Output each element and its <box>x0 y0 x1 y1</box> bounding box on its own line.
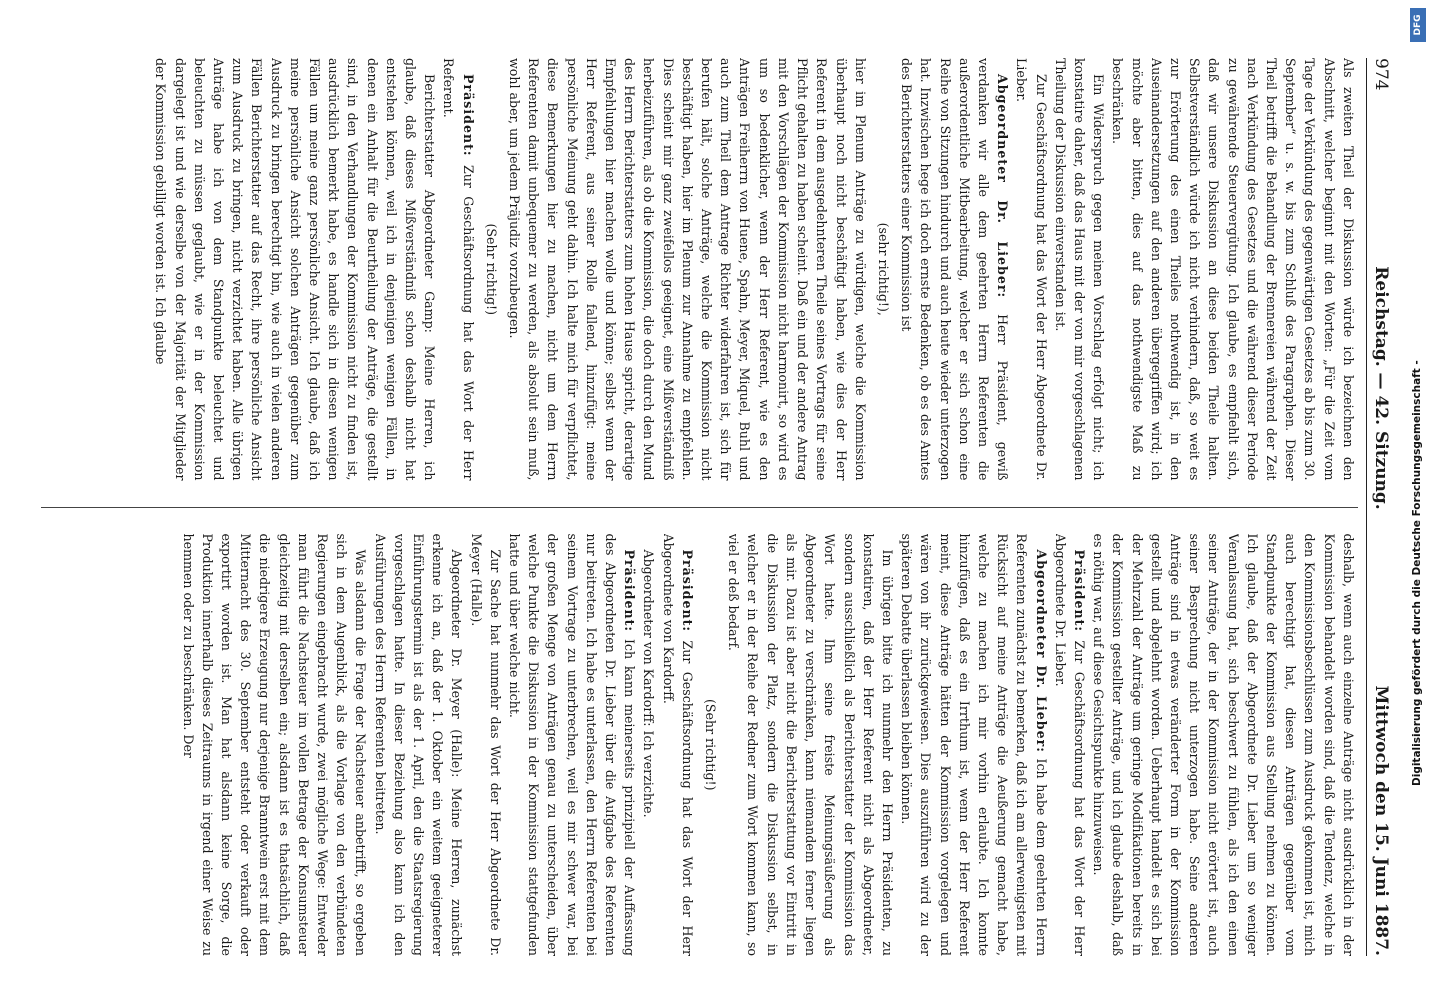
paragraph: Berichterstatter Abgeordneter Gamp: Meine Herren, ich glaube, daß dieses Mißverständniß schon deshalb nicht hat entstehen können, weil ich in denjenigen wenigen Fällen, in denen ein Anhalt für die Beurtheilung der Anträge, die gestellt sind, in den Verhandlungen der Kommission nicht zu finden ist, ausdrücklich bemerkt habe, es handle sich in diesen wenigen Fällen um meine ganz persönliche Ansicht. Ich glaube, daß ich meine persönliche Ansicht solchen Anträgen gegenüber zum Ausdruck zu bringen berechtigt bin, wie auch in vielen anderen Fällen Berichterstatter auf das Recht, ihre persönliche Ansicht zum Ausdruck zu bringen, nicht verzichtet haben. Alle übrigen Anträge habe ich von dem Standpunkte beleuchtet und beleuchten zu müssen geglaubt, wie er in der Kommission dargelegt ist und wie derselbe von der Majorität der Mitglieder der Kommission gebilligt worden ist. Ich glaube <box>153 58 438 481</box>
scanned-page <box>9 8 1404 988</box>
speech-text: Zur Geschäftsordnung hat das Wort der Herr Abgeordnete Dr. Lieber. <box>1052 533 1087 956</box>
paragraph: Zur Sache hat nunmehr das Wort der Herr Abgeordnete Dr. Meyer (Halle). <box>468 533 503 956</box>
speaker-name: Abgeordneter Dr. Lieber: <box>995 74 1011 299</box>
interjection: (sehr richtig!), <box>875 222 891 316</box>
interjection: (Sehr richtig!) <box>483 223 499 315</box>
speech-text: Ich kann meinerseits prinzipiell der Auffassung des Abgeordneten Dr. Lieber über die Aufgabe des Referenten nur beitreten. Ich habe es unterlassen, den Herrn Referenten bei seinem Vortrage zu unterbrechen, weil es mir schwer war, bei der großen Menge von Anträgen genau zu unterscheiden, über welche Punkte die Diskussion in der Kommission stattgefunden hatte und über welche nicht. <box>507 533 638 956</box>
speaker-name: Abgeordneter Dr. Lieber: <box>1033 549 1049 753</box>
column-divider <box>41 507 1358 508</box>
paragraph: hier im Plenum Anträge zu würdigen, welche die Kommission überhaupt noch nicht beschäftigt haben, wie dies der Herr Referent in dem ausgedehnteren Theile seines Vortrags für seine Pflicht gehalten zu haben scheint. Daß ein und der andere Antrag mit den Vorschlägen der Kommission nicht harmonirt, so wird es um so bedenklicher, wenn der Herr Referent, wie es den Anträgen Freiherrn von Huene, Spahn, Meyer, Miquel, Buhl und auch zum Theil dem Antrage Richter widerfahren ist, sich für berufen hält, solche Anträge, welche die Kommission nicht beschäftigt haben, hier im Plenum zur Annahme zu empfehlen. Dies scheint mir ganz zweifellos geeignet, eine Mißverständniß herbeizuführen, als ob die Kommission, die doch durch den Mund des Herrn Berichterstatters zum hohen Hause spricht, derartige Empfehlungen hier machen wolle und könne; selbst wenn der Herr Referent, aus seiner Rolle fallend, hinzufügt: meine persönliche Meinung geht dahin. Ich halte mich für verpflichtet, diese Bemerkungen hier zu machen, nicht um dem Herrn Referenten damit unbequemer zu werden, als absolut sein muß, wohl aber, um jedem Präjudiz vorzubeugen. <box>507 58 868 481</box>
speech-text: Zur Geschäftsordnung hat das Wort der Herr Abgeordnete von Kardorff. <box>660 533 695 956</box>
speaker-name: Präsident: <box>679 549 695 633</box>
paragraph: Als zweiten Theil der Diskussion würde ich bezeichnen den Abschnitt, welcher beginnt mit den Worten: „Für die Zeit vom Tage der Verkündung des gegenwärtigen Gesetzes ab bis zum 30. September“ u. s. w. bis zum Schluß des Paragraphen. Dieser Theil betrifft die Behandlung der Brennereien während der Zeit nach Verkündung des Gesetzes und die während dieser Periode zu gewährende Steuervergütung. Ich glaube, es empfiehlt sich, daß wir unsere Diskussion an diese beiden Theile halten. Selbstverständlich würde ich nicht verhindern, daß, so weit es zur Erörterung des einen Theiles nothwendig ist, in den Auseinandersetzungen auf den anderen übergegriffen wird; ich möchte aber bitten, dies auf das nothwendigste Maß zu beschränken. <box>1110 58 1356 481</box>
paragraph: Im übrigen bitte ich nunmehr den Herrn Präsidenten, zu konstatiren, daß der Herr Referent nicht als Abgeordneter, sondern ausschließlich als Berichterstatter der Kommission das Wort hatte. Ihm seine freiste Meinungsäußerung als Abgeordneter zu verschränken, kann niemandem ferner liegen als mir. Dazu ist aber nicht die Berichterstattung vor Eintritt in die Diskussion der Platz, sondern die Diskussion selbst, in welcher er in der Reihe der Redner zum Wort kommen kann, so viel er deß bedarf. <box>726 533 895 956</box>
speech-text: Zur Geschäftsordnung hat das Wort der Herr Referent. <box>441 58 476 481</box>
speech-text: Herr Präsident, gewiß verdanken wir alle dem geehrten Herrn Referenten die außerordentliche Mitbearbeitung, welcher er sich schon eine Reihe von Sitzungen hindurch und auch heute wieder unterzogen hat. Inzwischen hege ich doch ernste Bedenken, ob es des Amtes des Berichterstatters einer Kommission ist <box>899 58 1011 481</box>
speaker-name: Präsident: <box>1071 549 1087 633</box>
paragraph: Ein Widerspruch gegen meinen Vorschlag erfolgt nicht; ich konstatire daher, daß das Haus mit der von mir vorgeschlagenen Theilung der Diskussion einverstanden ist. <box>1052 58 1107 481</box>
speaker-name: Präsident: <box>460 74 476 157</box>
paragraph: deshalb, wenn auch einzelne Anträge nicht ausdrücklich in der Kommission behandelt worden sind, daß die Tendenz, welche in den Kommissionsbeschlüssen zum Ausdruck gekommen ist, mich auch berechtigt hat, diesen Anträgen gegenüber vom Standpunkte der Kommission aus Stellung nehmen zu können. Ich glaube, daß der Abgeordnete Dr. Lieber um so weniger Veranlassung hat, sich beschwert zu fühlen, als ich den einen seiner Anträge, der in der Kommission nicht erörtert ist, auch seiner Besprechung nicht unterzogen habe. Seine anderen Anträge sind in etwas veränderter Form in der Kommission gestellt und abgelehnt worden. Ueberhaupt handelt es sich bei der Mehrzahl der Anträge um geringe Modifikationen bereits in der Kommission gestellter Anträge, und ich glaube deshalb, daß es nöthig war, auf diese Gesichtspunkte hinzuweisen. <box>1091 533 1356 956</box>
left-column <box>41 58 1358 481</box>
right-column <box>41 534 1358 957</box>
speech-paragraph <box>439 58 477 481</box>
speech-paragraph <box>1051 534 1089 957</box>
speech-paragraph <box>897 534 1051 957</box>
paragraph: Abgeordneter von Kardorff: Ich verzichte. <box>641 549 657 818</box>
digitization-credit <box>1408 6 1426 786</box>
paragraph: Abgeordneter Dr. Meyer (Halle): Meine Herren, zunächst erkenne ich an, daß der 1. Oktober ein weitem geeigneterer Einführungstermin ist als der 1. April, den die Staatsregierung vorgeschlagen hatte. In dieser Beziehung also kann ich den Ausführungen des Herrn Referenten beitreten. <box>372 533 465 956</box>
speech-paragraph <box>897 58 1012 481</box>
speech-paragraph <box>505 534 639 957</box>
page-header <box>1366 58 1390 956</box>
right-running-title: Mittwoch den 15. Juni 1887. <box>1371 685 1391 956</box>
speaker-name: Präsident: <box>622 549 638 633</box>
page-number: 974 <box>1371 58 1391 91</box>
interjection: (Sehr richtig!) <box>703 699 719 791</box>
paragraph: Zur Geschäftsordnung hat das Wort der Herr Abgeordnete Dr. Lieber. <box>1014 58 1049 481</box>
speech-text: Ich habe dem geehrten Herrn Referenten zunächst zu bemerken, daß ich am allerwenigsten mit Rücksicht auf meine Anträge die Aeußerung gemacht habe, welche zu machen ich mir vorhin erlaubte. Ich konnte hinzufügen, daß es ein Irrthum ist, wenn der Herr Referent meint, diese Anträge hätten der Kommission vorgelegen und wären von ihr zurückgewiesen. Dies auszuführen wird zu der späteren Debatte überlassen bleiben können. <box>899 533 1049 956</box>
dfg-logo <box>1410 8 1426 42</box>
paragraph: Was alsdann die Frage der Nachsteuer anbetrifft, so ergeben sich in dem Augenblick, als die Vorlage von den verbündeten Regierungen eingebracht wurde, zwei mögliche Wege: Entweder man führt die Nachsteuer im vollen Betrage der Konsumsteuer gleichzeitig mit derselben ein; alsdann ist es thatsächlich, daß die niedrigere Erzeugung nur derjenige Branntwein erst mit dem Mitternacht des 30. September entsteht oder verkauft oder exportirt worden ist. Man hat alsdann keine Sorge, die Produktion innerhalb dieses Zeitraums in irgend einer Weise zu hemmen oder zu beschränken. Der <box>180 533 369 956</box>
dfg-logo-text: DFG <box>1413 14 1423 36</box>
digitization-credit-text: Digitalisierung gefördert durch die Deutsche Forschungsgemeinschaft - <box>1411 360 1423 786</box>
speech-paragraph <box>658 534 696 957</box>
left-running-title: Reichstag. — 42. Sitzung. <box>1371 266 1391 510</box>
